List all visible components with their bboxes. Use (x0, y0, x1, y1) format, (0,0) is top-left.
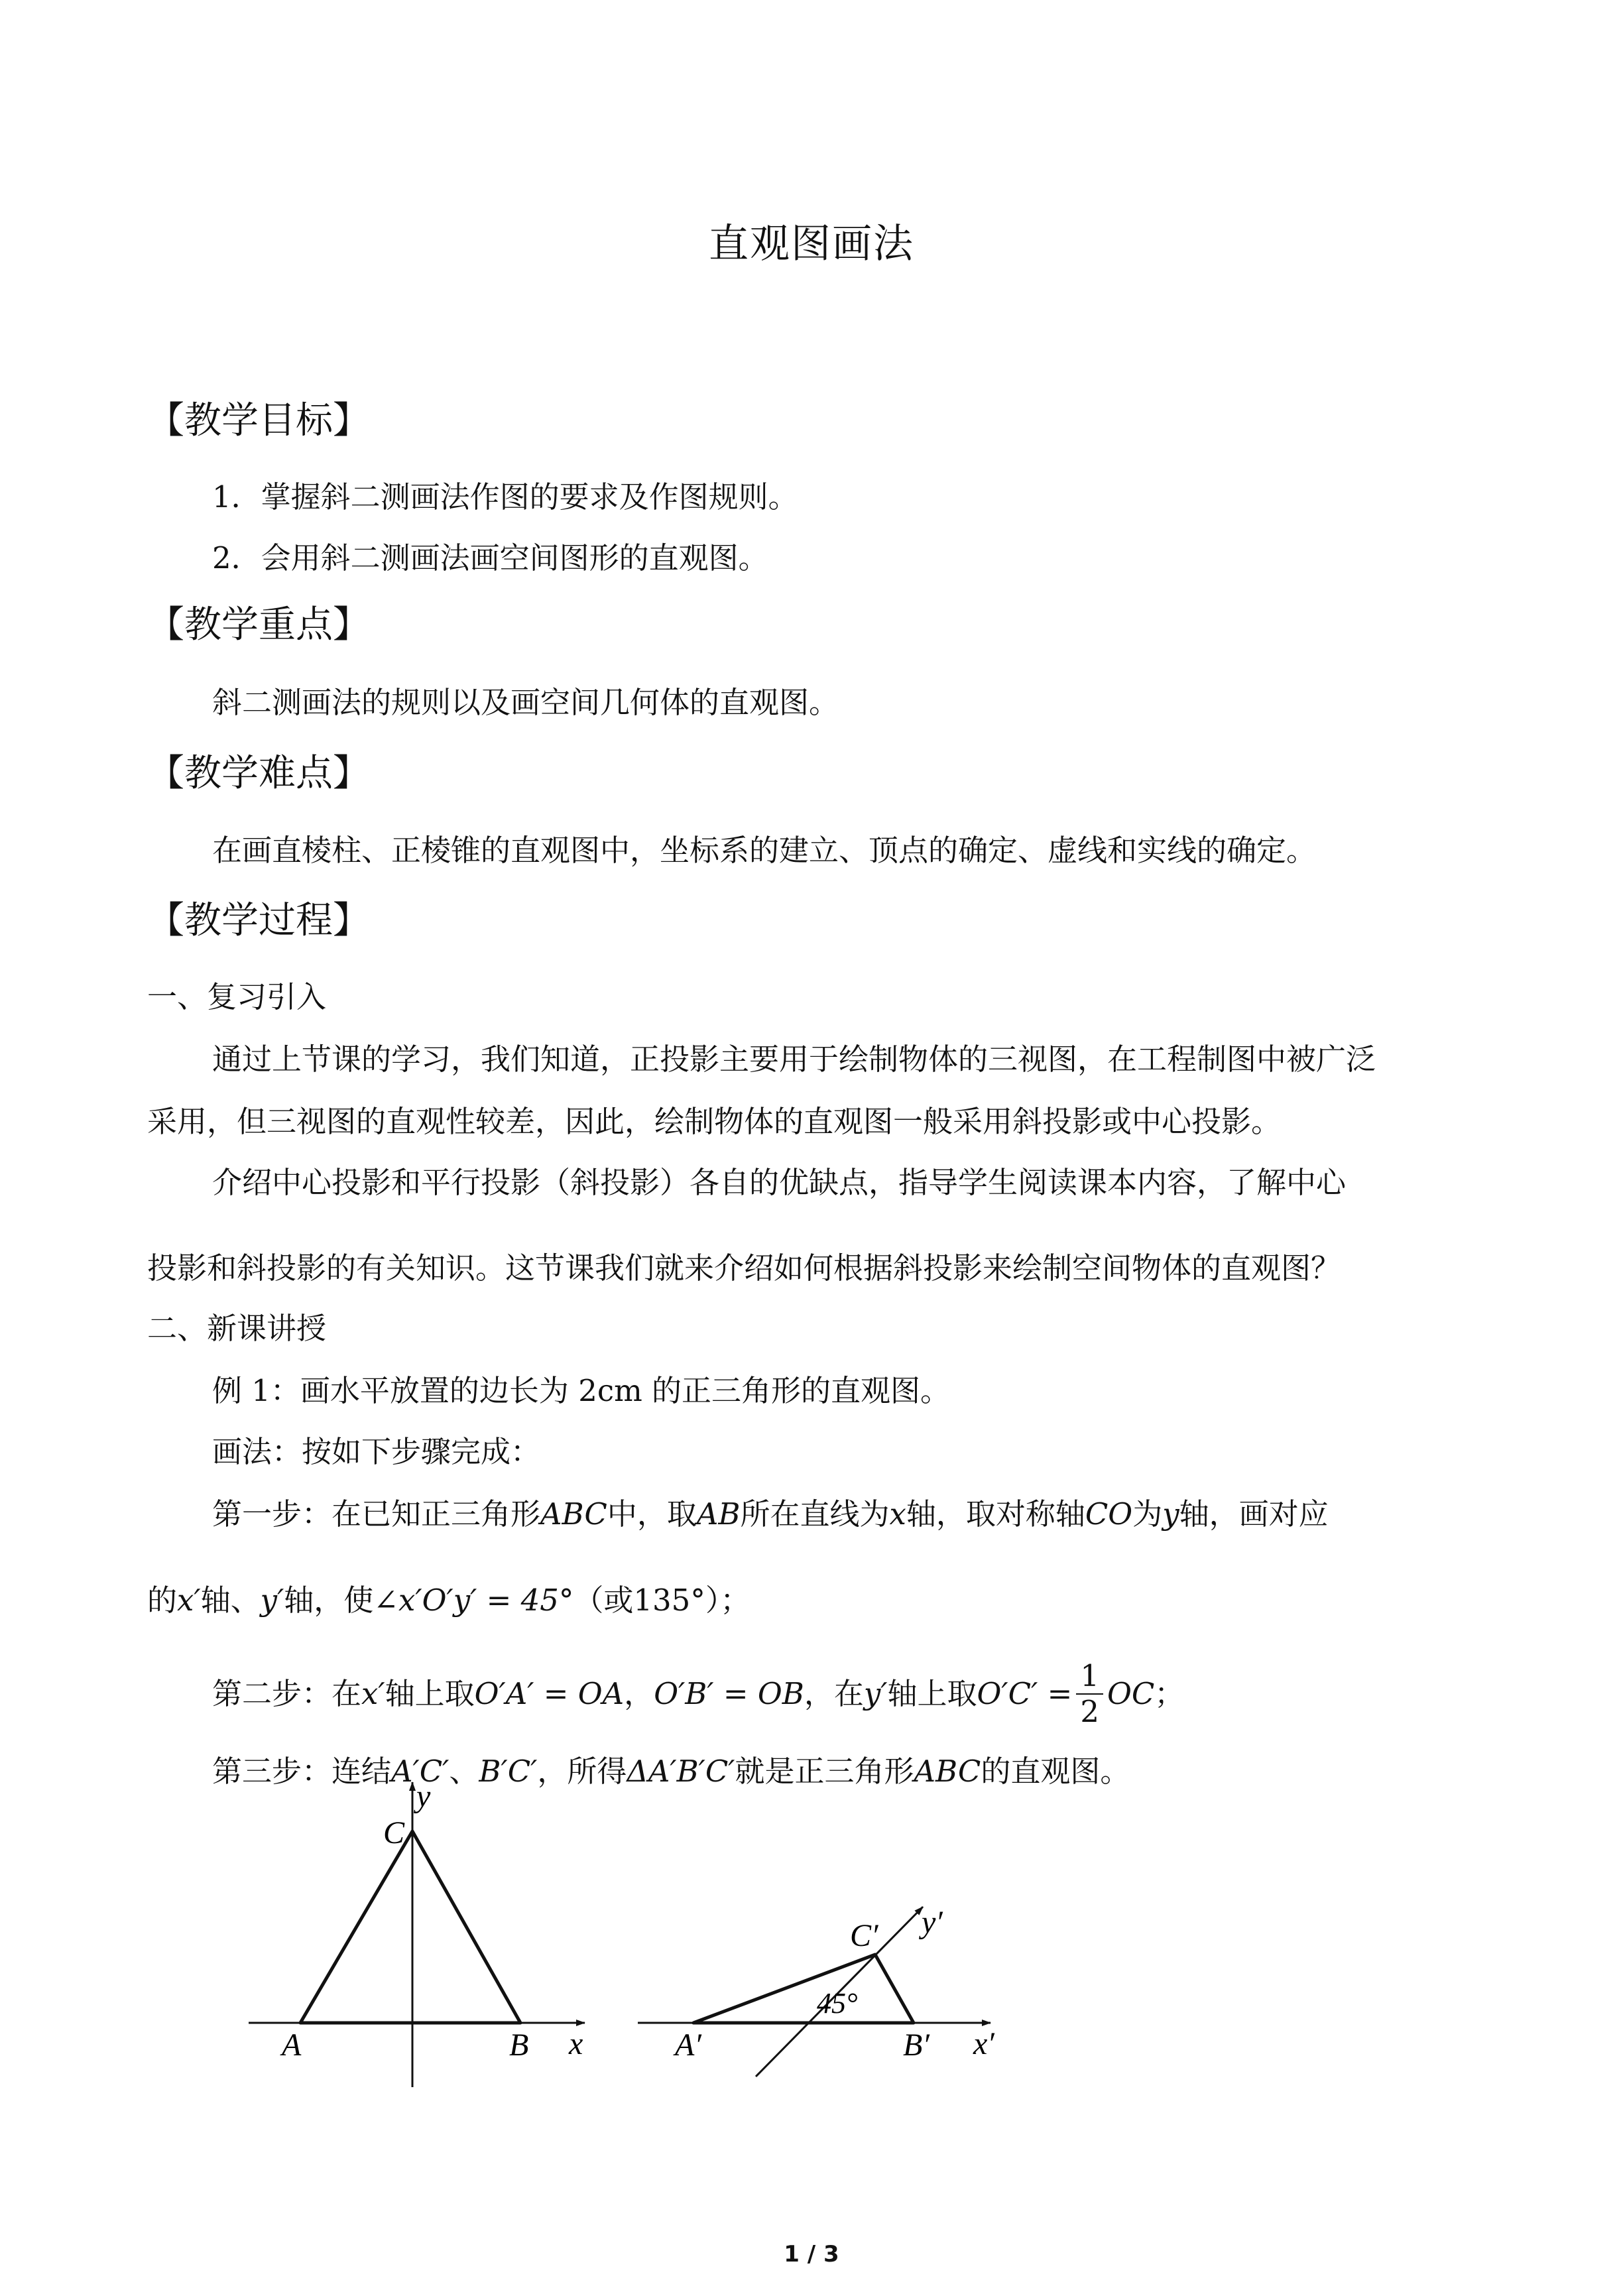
example-1: 例 1：画水平放置的边长为 2cm 的正三角形的直观图。 (212, 1373, 951, 1408)
triangle-abc (300, 1831, 520, 2023)
label-a-prime: A′ (675, 2027, 701, 2063)
step-2: 第二步：在 x′ 轴上取 O′A′ = OA ， O′B′ = OB ，在 y′ 轴上取 O′C′ = $\frac{1}{2}$ OC ； (212, 1658, 1185, 1729)
process-heading: 【教学过程】 (147, 899, 370, 942)
label-c: C (383, 1815, 405, 1850)
figure-right (638, 1905, 995, 2077)
label-b: B (509, 2027, 529, 2063)
part1-para2-line1: 介绍中心投影和平行投影（斜投影）各自的优缺点，指导学生阅读课本内容，了解中心 (212, 1165, 1347, 1200)
part1-para2-line2: 投影和斜投影的有关知识。这节课我们就来介绍如何根据斜投影来绘制空间物体的直观图？ (147, 1250, 1341, 1286)
half-fraction: $\frac{1}{2}$ (1076, 1659, 1103, 1729)
angle-label: 45° (817, 1987, 858, 2020)
label-x-prime: x′ (973, 2026, 994, 2061)
key-points-heading: 【教学重点】 (147, 603, 370, 646)
page-number: 1 / 3 (784, 2241, 839, 2267)
page-title: 直观图画法 (709, 221, 914, 267)
label-y-prime: y′ (922, 1905, 943, 1940)
label-y: y (416, 1779, 431, 1814)
objectives-heading: 【教学目标】 (147, 399, 370, 442)
difficulty-heading: 【教学难点】 (147, 752, 370, 795)
label-b-prime: B′ (903, 2027, 930, 2063)
label-c-prime: C′ (850, 1918, 878, 1953)
step-1-line1: 第一步：在已知正三角形ABC中，取AB所在直线为x轴，取对称轴CO为y轴，画对应 (212, 1496, 1329, 1532)
part1-heading: 一、复习引入 (147, 979, 327, 1014)
label-a: A (282, 2027, 302, 2063)
step-1-line2: 的x′轴、y′轴，使∠x′O′y′ = 45°（或135°）； (147, 1583, 751, 1618)
triangle-abc-prime (693, 1955, 914, 2023)
objective-2: 2．会用斜二测画法画空间图形的直观图。 (212, 540, 768, 575)
method-intro: 画法：按如下步骤完成： (212, 1434, 541, 1469)
objective-1: 1．掌握斜二测画法作图的要求及作图规则。 (212, 479, 798, 514)
label-x: x (569, 2026, 583, 2061)
part2-heading: 二、新课讲授 (147, 1311, 327, 1346)
step-3: 第三步：连结A′C′、B′C′，所得ΔA′B′C′就是正三角形ABC的直观图。 (212, 1754, 1130, 1789)
part1-para1-line1: 通过上节课的学习，我们知道，正投影主要用于绘制物体的三视图，在工程制图中被广泛 (212, 1042, 1376, 1077)
figure-left (249, 1779, 585, 2087)
difficulty-text: 在画直棱柱、正棱锥的直观图中，坐标系的建立、顶点的确定、虚线和实线的确定。 (212, 833, 1317, 868)
part1-para1-line2: 采用，但三视图的直观性较差，因此，绘制物体的直观图一般采用斜投影或中心投影。 (147, 1104, 1282, 1139)
key-points-text: 斜二测画法的规则以及画空间几何体的直观图。 (212, 685, 839, 720)
